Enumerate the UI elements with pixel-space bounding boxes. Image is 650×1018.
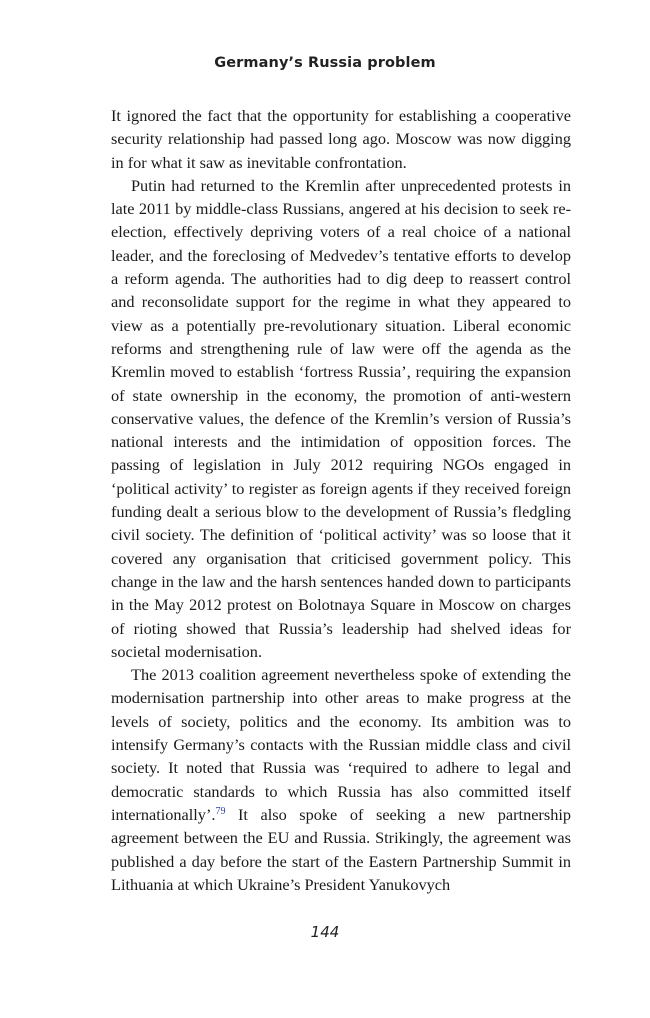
page-number: 144 — [310, 923, 340, 941]
paragraph-3-text-after: It also spoke of seeking a new partnership agreement between the EU and Russia. Strikingly, the agreement was published a day before the start of the Eastern Partnership Summit in Lithuania at which Ukraine’s President Yanukovych — [111, 804, 571, 894]
paragraph-3 — [111, 663, 571, 896]
paragraph-1: It ignored the fact that the opportunity for establishing a cooperative security relationship had passed long ago. Moscow was now digging in for what it saw as inevitable confrontation. — [111, 106, 571, 172]
footnote-reference-79[interactable]: 79 — [215, 805, 226, 817]
paragraph-2: Putin had returned to the Kremlin after unprecedented protests in late 2011 by middle-class Russians, angered at his decision to seek re-election, effectively depriving voters of a real choice of a national leader, and the foreclosing of Medvedev’s tentative efforts to develop a reform agenda. The authorities had to dig deep to reassert control and reconsolidate support for the regime in what they appeared to view as a potentially pre-revolutionary situation. Liberal economic reforms and strengthening rule of law were off the agenda as the Kremlin moved to establish ‘fortress Russia’, requiring the expansion of state ownership in the economy, the promotion of anti-western conservative values, the defence of the Kremlin’s version of Russia’s national interests and the intimidation of opposition forces. The passing of legislation in July 2012 requiring NGOs engaged in ‘political activity’ to register as foreign agents if they received foreign funding dealt a serious blow to the development of Russia’s fledgling civil society. The definition of ‘political activity’ was so loose that it covered any organisation that criticised government policy. This change in the law and the harsh sentences handed down to participants in the May 2012 protest on Bolotnaya Square in Moscow on charges of rioting showed that Russia’s leadership had shelved ideas for societal modernisation. — [111, 175, 571, 661]
running-head: Germany’s Russia problem — [214, 55, 436, 71]
body-text — [111, 104, 571, 896]
paragraph-3-text-before: The 2013 coalition agreement nevertheless spoke of extending the modernisation partnership into other areas to make progress at the levels of society, politics and the economy. Its ambition was to intensify Germany’s contacts with the Russian middle class and civil society. It noted that Russia was ‘required to adhere to legal and democratic standards to which Russia has also committed itself internationally’. — [111, 665, 571, 824]
